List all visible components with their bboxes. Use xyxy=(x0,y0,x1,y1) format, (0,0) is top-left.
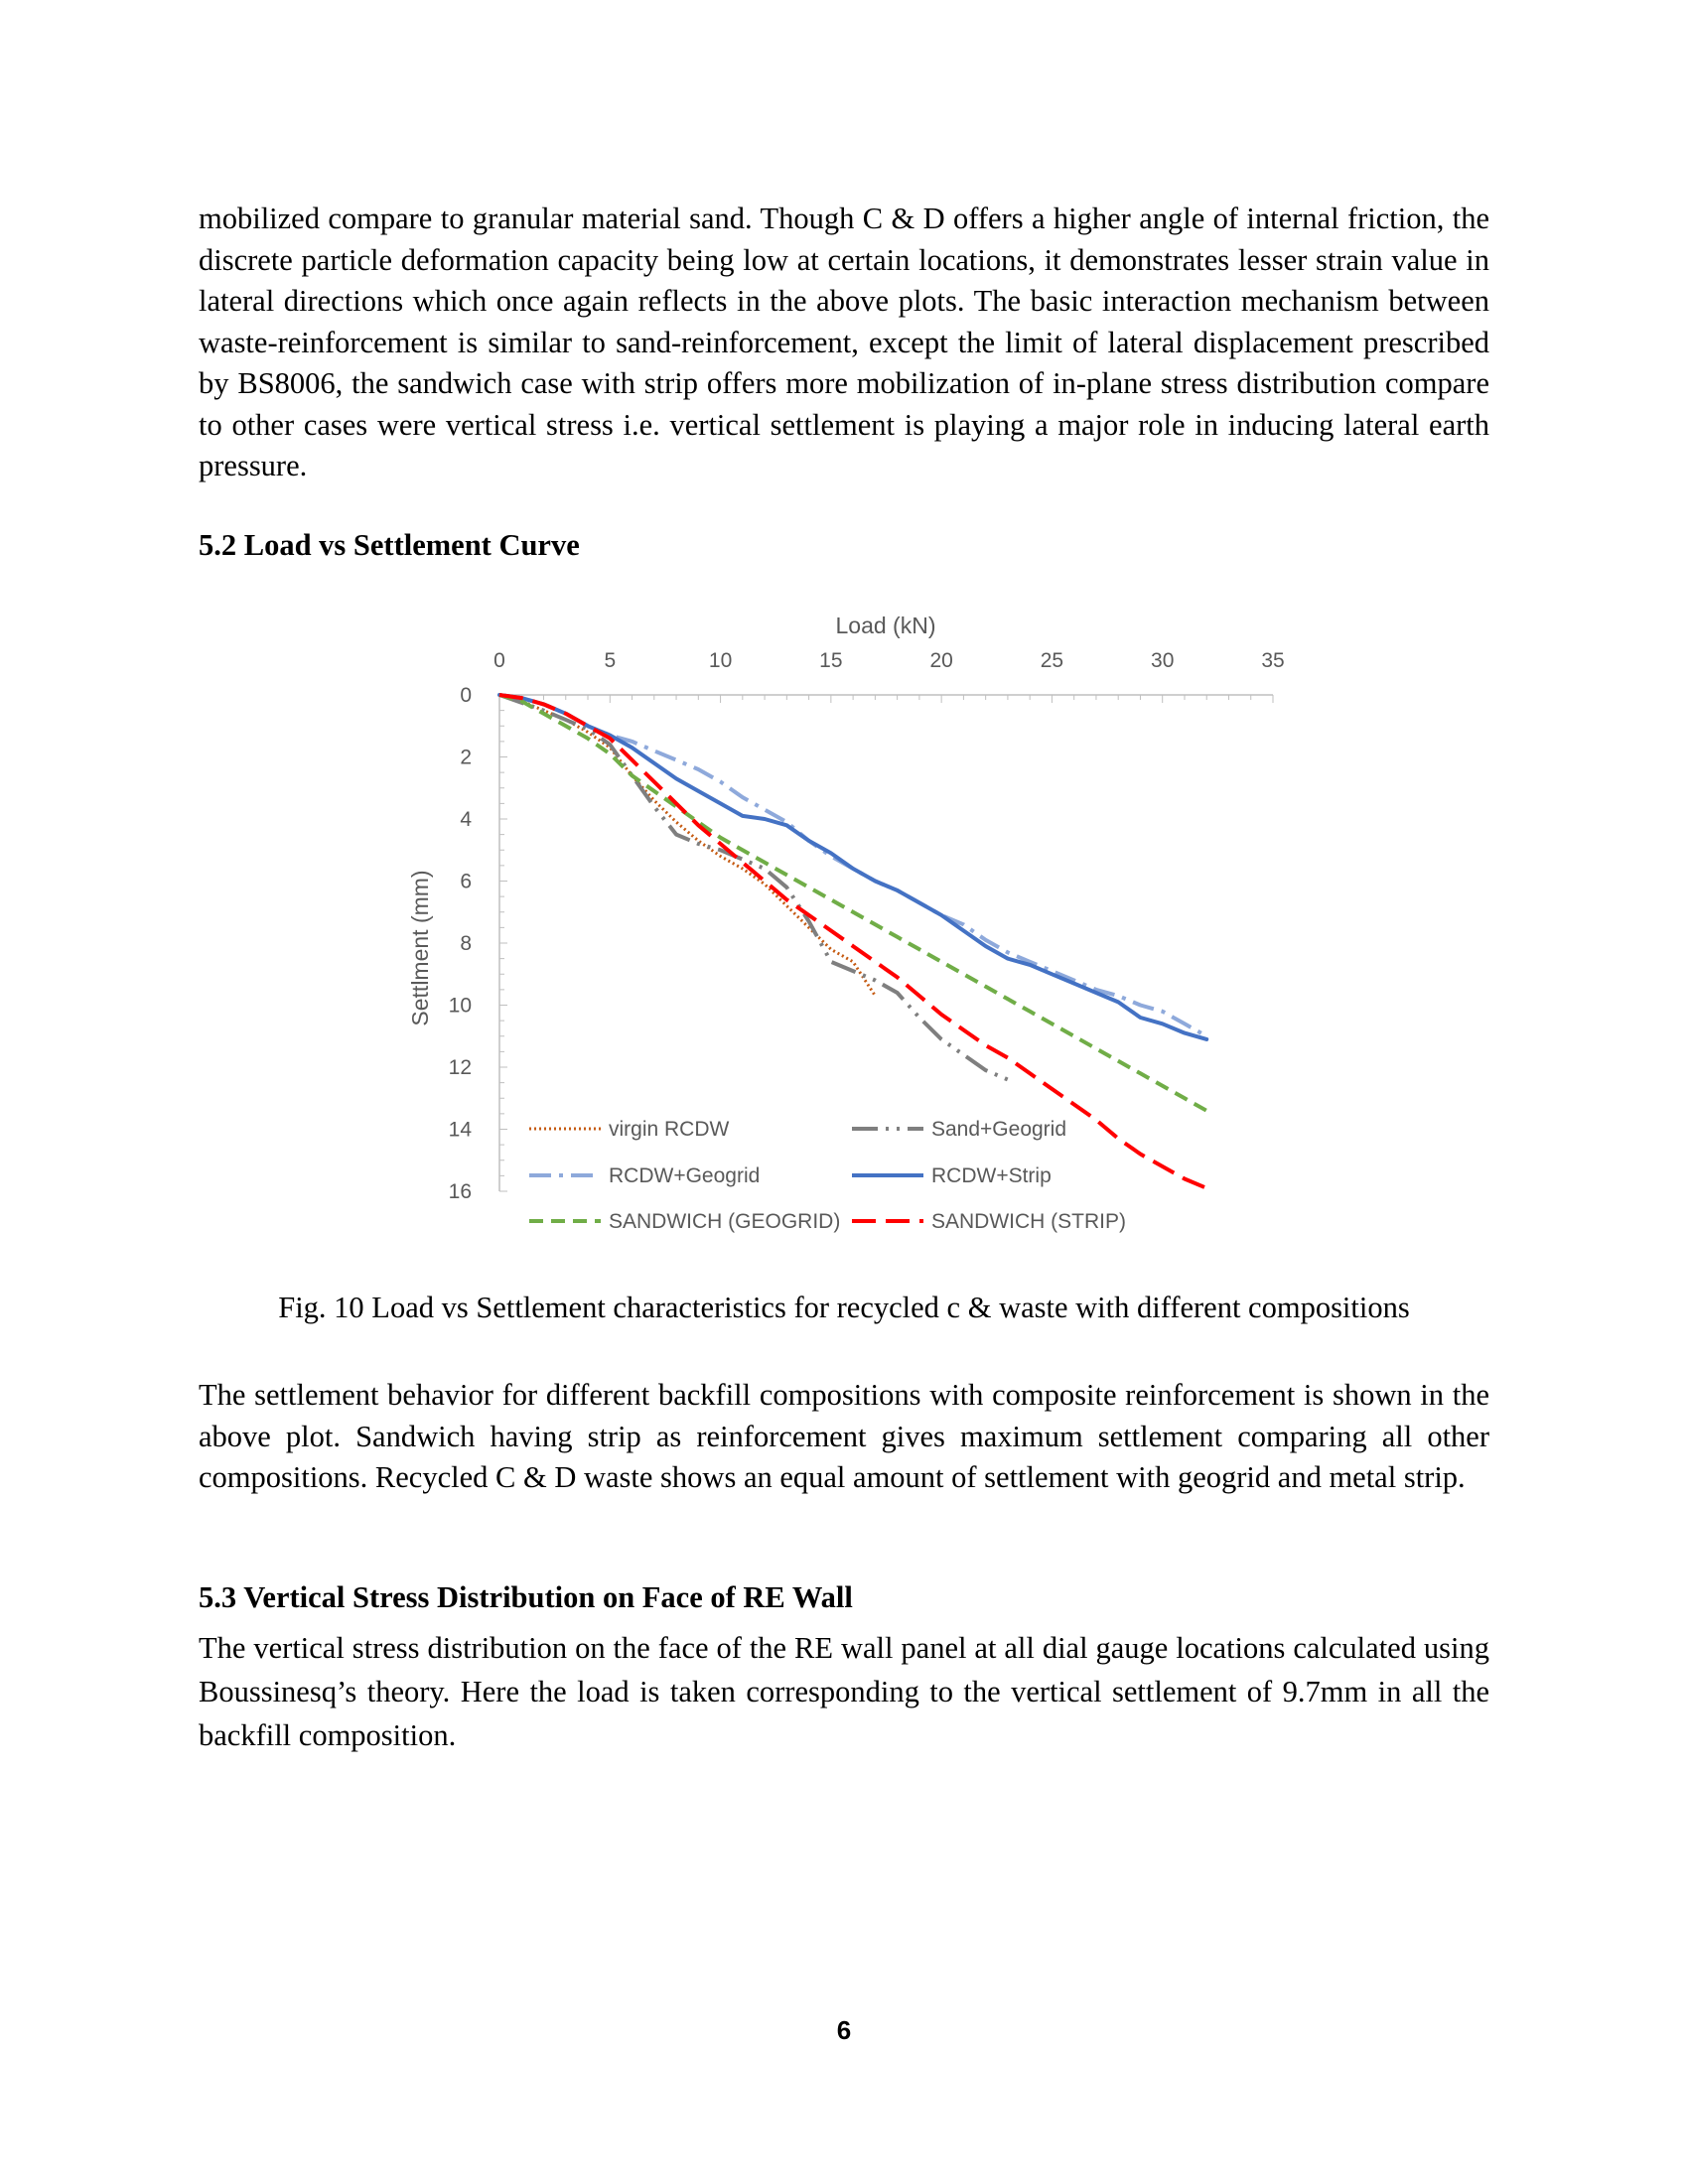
section-heading-5-2: 5.2 Load vs Settlement Curve xyxy=(199,528,580,562)
legend-label-3: RCDW+Geogrid xyxy=(609,1164,761,1187)
y-tick-label: 12 xyxy=(448,1056,472,1079)
x-tick-label: 5 xyxy=(604,649,617,672)
x-tick-label: 0 xyxy=(493,649,505,672)
y-tick-label: 8 xyxy=(460,932,472,955)
y-axis-label: Settlment (mm) xyxy=(407,870,433,1026)
y-tick-label: 2 xyxy=(460,746,472,769)
page-number: 6 xyxy=(836,2015,852,2045)
x-tick-label: 10 xyxy=(708,649,733,672)
settlement-paragraph: The settlement behavior for different backfill compositions with composite reinforcement is shown in the above plot. Sandwich having strip as reinforcement gives maximum settlement comparing all other compositions. Recycled C & D waste shows an equal amount of settlement with geogrid and metal strip. xyxy=(199,1378,1489,1494)
legend-label-5: SANDWICH (GEOGRID) xyxy=(609,1210,841,1233)
y-tick-label: 6 xyxy=(460,870,472,893)
legend-label-6: SANDWICH (STRIP) xyxy=(931,1210,1126,1233)
x-tick-label: 30 xyxy=(1151,649,1175,672)
y-tick-label: 10 xyxy=(448,994,472,1018)
series-line-2 xyxy=(499,695,1008,1080)
legend-label-1: virgin RCDW xyxy=(609,1118,730,1141)
x-tick-label: 15 xyxy=(819,649,843,672)
chart-axes xyxy=(449,649,1285,1203)
series-line-4 xyxy=(499,695,1206,1039)
chart-series xyxy=(499,695,1206,1188)
series-line-5 xyxy=(499,695,1206,1111)
section-heading-5-3: 5.3 Vertical Stress Distribution on Face of RE Wall xyxy=(199,1580,853,1614)
x-tick-label: 20 xyxy=(929,649,953,672)
stress-paragraph: The vertical stress distribution on the face of the RE wall panel at all dial gauge locations calculated using Boussinesq’s theory. Here the load is taken corresponding to the vertical settlement of 9.7mm in all the backfill composition. xyxy=(199,1631,1489,1752)
figure-caption: Fig. 10 Load vs Settlement characteristics for recycled c & waste with different compositions xyxy=(278,1291,1410,1324)
y-tick-label: 14 xyxy=(448,1118,472,1142)
intro-paragraph: mobilized compare to granular material sand. Though C & D offers a higher angle of internal friction, the discrete particle deformation capacity being low at certain locations, it demonstrates lesser strain value in lateral directions which once again reflects in the above plots. The basic interaction mechanism between waste-reinforcement is similar to sand-reinforcement, except the limit of lateral displacement prescribed by BS8006, the sandwich case with strip offers more mobilization of in-plane stress distribution compare to other cases were vertical stress i.e. vertical settlement is playing a major role in inducing lateral earth pressure. xyxy=(199,202,1489,482)
x-tick-label: 25 xyxy=(1040,649,1064,672)
series-line-6 xyxy=(499,695,1206,1188)
x-tick-label: 35 xyxy=(1261,649,1285,672)
load-settlement-chart xyxy=(397,596,1331,1281)
legend-label-4: RCDW+Strip xyxy=(931,1164,1052,1187)
y-tick-label: 16 xyxy=(448,1180,472,1203)
chart-legend xyxy=(529,1118,1126,1233)
series-line-3 xyxy=(499,695,1206,1036)
x-axis-label: Load (kN) xyxy=(835,613,936,638)
y-tick-label: 4 xyxy=(460,808,472,831)
legend-label-2: Sand+Geogrid xyxy=(931,1118,1067,1141)
y-tick-label: 0 xyxy=(460,684,472,707)
